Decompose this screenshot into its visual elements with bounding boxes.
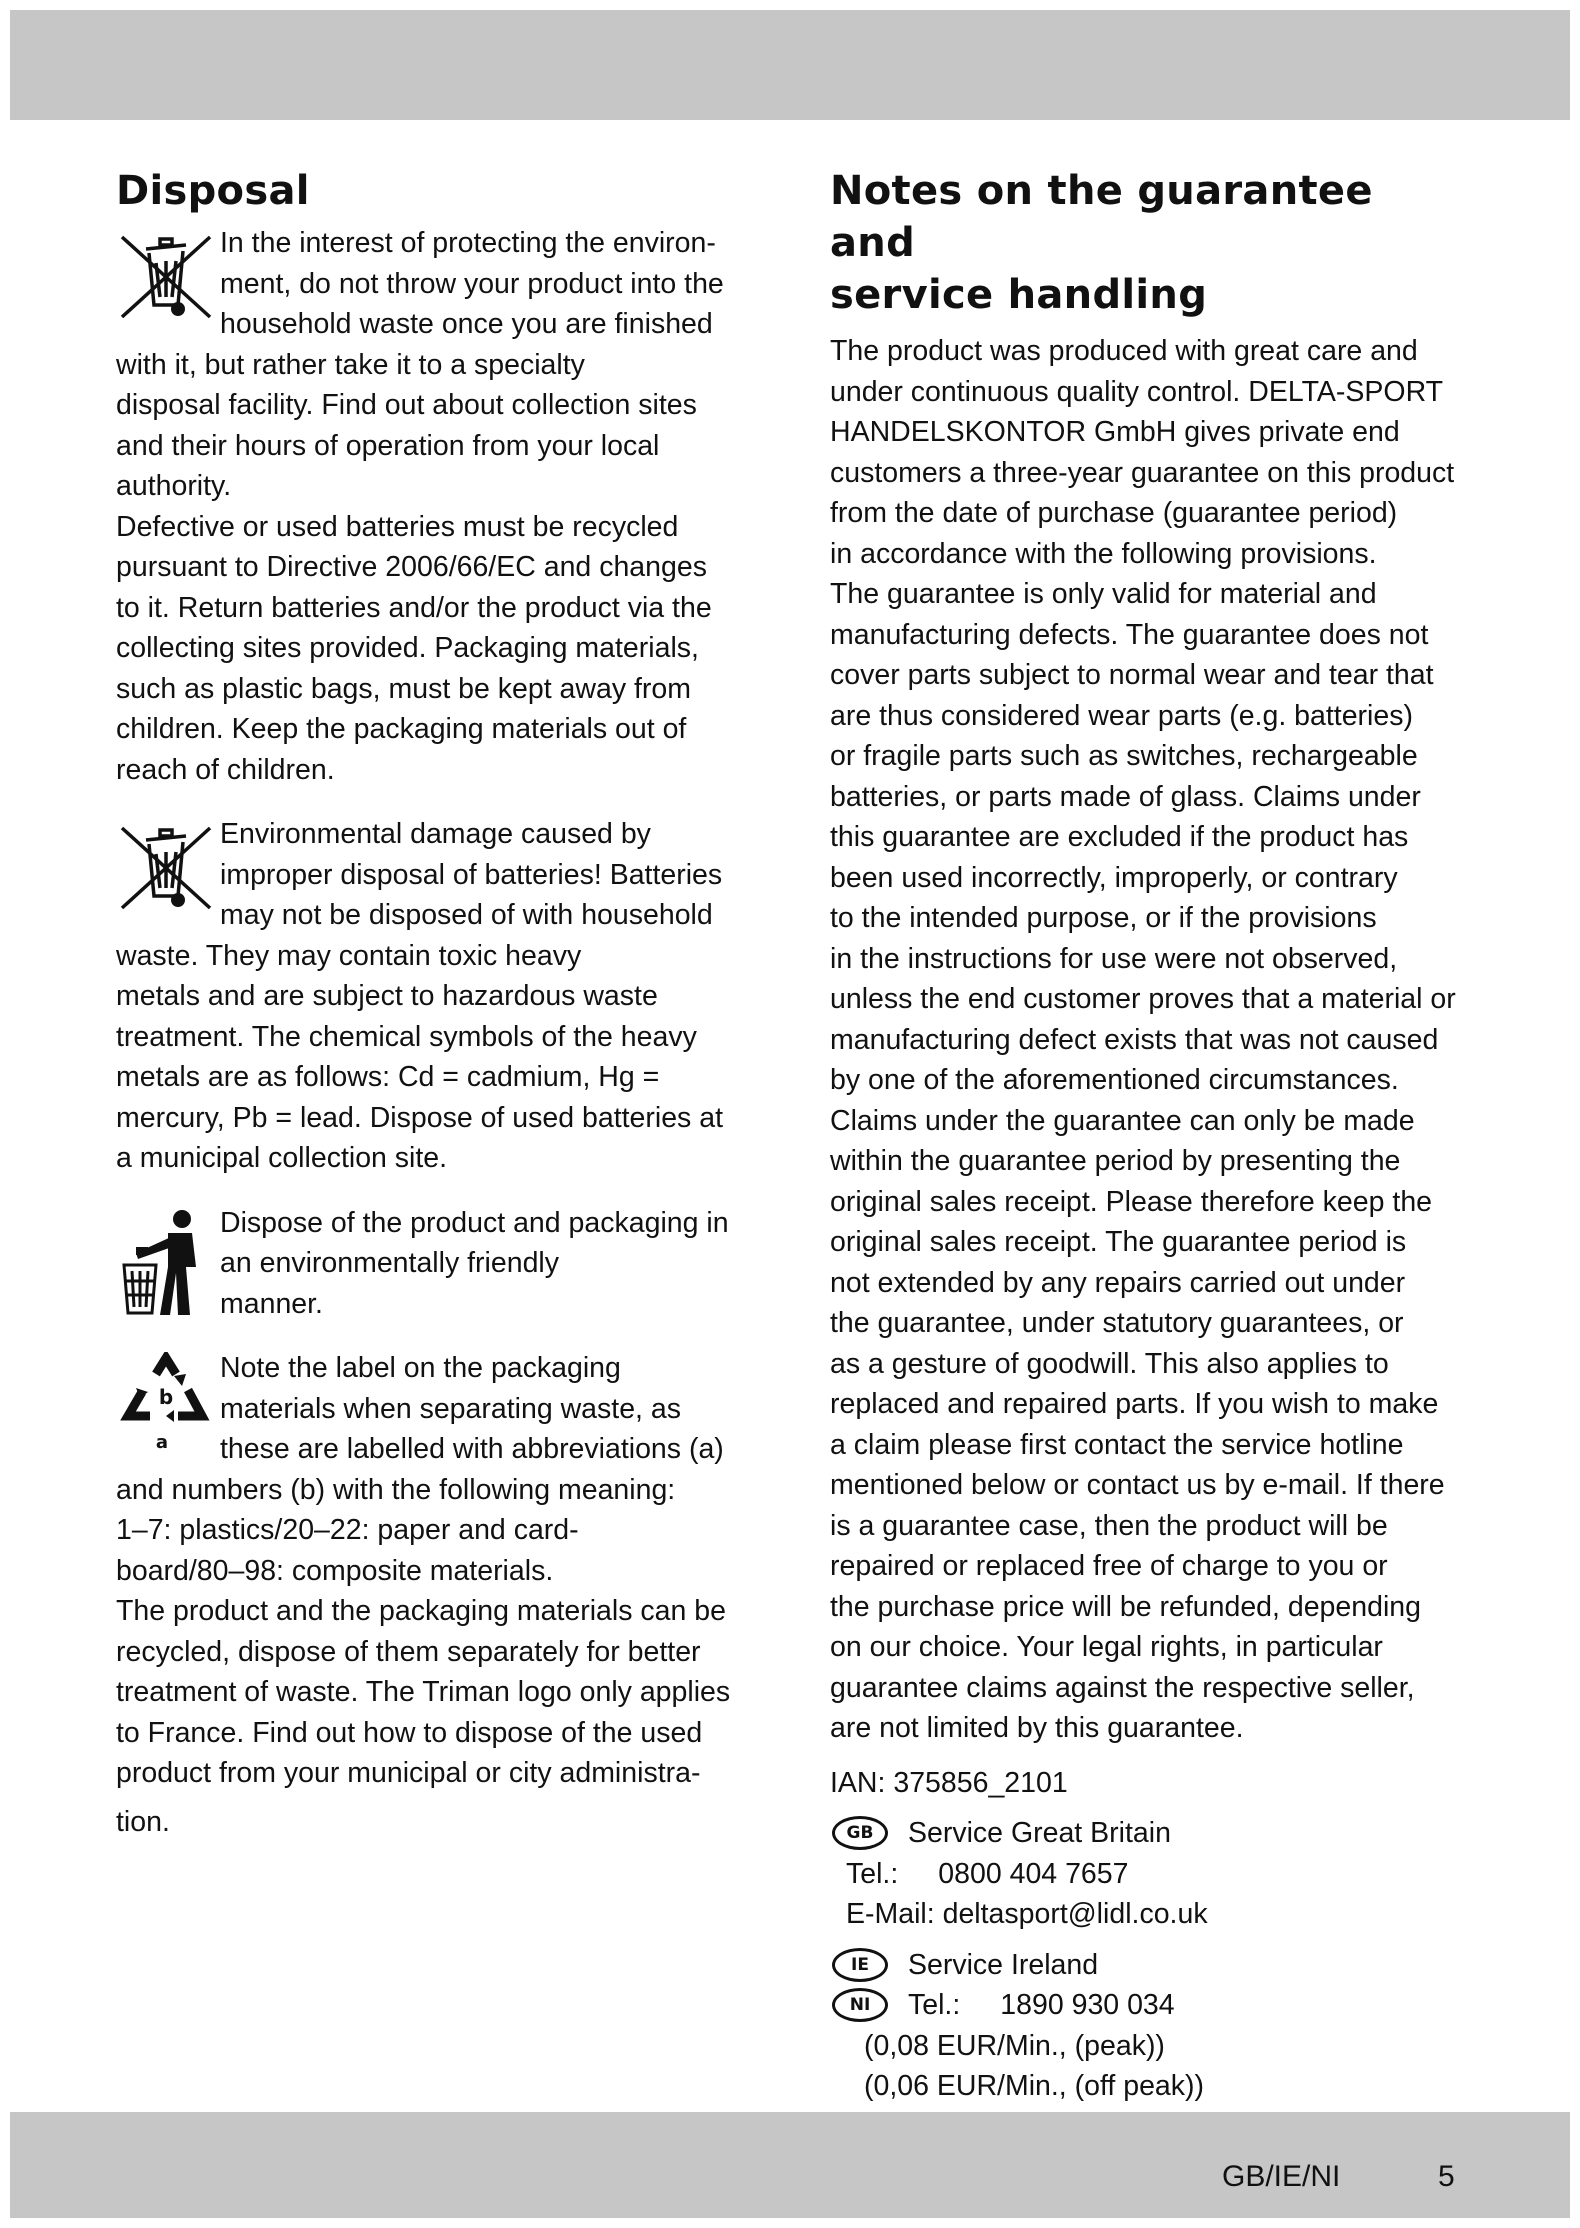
tel-label: Tel.: <box>908 1989 961 2021</box>
text-line: unless the end customer proves that a material or <box>830 983 1456 1015</box>
text-line: household waste once you are finished <box>220 308 713 340</box>
text-line: treatment of waste. The Triman logo only applies <box>116 1676 731 1708</box>
text-line: the guarantee, under statutory guarantees, or <box>830 1307 1404 1339</box>
text-line: guarantee claims against the respective seller, <box>830 1671 1415 1704</box>
text-line: such as plastic bags, must be kept away from <box>116 672 692 705</box>
text-line: to France. Find out how to dispose of the used <box>116 1716 703 1749</box>
text-line: recycled, dispose of them separately for better <box>116 1635 701 1668</box>
ian-number: IAN: 375856_2101 <box>830 1766 1068 1799</box>
text-line: In the interest of protecting the environ- <box>220 227 716 259</box>
text-line: and numbers (b) with the following meaning: <box>116 1473 676 1506</box>
rate-offpeak: (0,06 EUR/Min., (off peak)) <box>864 2070 1205 2102</box>
text-line: children. Keep the packaging materials out of <box>116 713 687 745</box>
text-line: original sales receipt. Please therefore keep the <box>830 1185 1433 1218</box>
text-line: HANDELSKONTOR GmbH gives private end <box>830 416 1400 448</box>
disposal-section <box>116 165 752 1842</box>
text-line: to it. Return batteries and/or the product via the <box>116 591 712 624</box>
guarantee-body <box>830 331 1470 1749</box>
ni-country-badge: NI <box>832 1988 888 2022</box>
text-line: manufacturing defects. The guarantee does not <box>830 618 1429 651</box>
text-line: from the date of purchase (guarantee period) <box>830 497 1398 529</box>
text-line: product from your municipal or city administra- <box>116 1757 701 1789</box>
recycle-code-b: b <box>158 1385 174 1409</box>
text-line: authority. <box>116 470 232 502</box>
text-line: or fragile parts such as switches, rechargeable <box>830 740 1418 772</box>
weee-notice <box>116 223 752 385</box>
disposal-title: Disposal <box>116 168 310 214</box>
text-line: The product and the packaging materials can be <box>116 1595 726 1627</box>
service-gb-email[interactable]: E-Mail: deltasport@lidl.co.uk <box>846 1898 1208 1930</box>
disposal-paragraph <box>116 385 752 790</box>
ie-country-badge: IE <box>832 1948 888 1982</box>
text-line: The product was produced with great care and <box>830 335 1418 367</box>
text-line: replaced and repaired parts. If you wish to make <box>830 1388 1439 1420</box>
phone-number[interactable]: 1890 930 034 <box>1000 1989 1175 2021</box>
crossed-battery-bin-icon <box>116 818 216 934</box>
text-line: The guarantee is only valid for material and <box>830 578 1377 610</box>
text-line: as a gesture of goodwill. This also applies to <box>830 1347 1389 1380</box>
text-line: by one of the aforementioned circumstances. <box>830 1064 1399 1096</box>
text-line: repaired or replaced free of charge to you or <box>830 1550 1388 1582</box>
service-ie-phone <box>908 1985 1175 2026</box>
text-line: tion. <box>116 1805 170 1838</box>
phone-number[interactable]: 0800 404 7657 <box>938 1857 1129 1890</box>
text-line: been used incorrectly, improperly, or contrary <box>830 861 1398 894</box>
text-line: not extended by any repairs carried out under <box>830 1266 1406 1299</box>
text-line: in accordance with the following provisions. <box>830 537 1377 570</box>
recycling-notice <box>116 1348 752 1470</box>
tel-label: Tel.: <box>846 1857 899 1890</box>
gb-country-badge: GB <box>832 1816 888 1850</box>
text-line: improper disposal of batteries! Batteries <box>220 858 723 891</box>
service-gb-header <box>830 1813 1470 1854</box>
text-line: manner. <box>220 1287 323 1320</box>
text-line: on our choice. Your legal rights, in particular <box>830 1631 1383 1663</box>
text-line: Defective or used batteries must be recycled <box>116 510 679 543</box>
text-line: customers a three-year guarantee on this product <box>830 456 1455 489</box>
recycle-code-a: a <box>155 1432 169 1453</box>
text-line: cover parts subject to normal wear and tear that <box>830 659 1434 691</box>
text-line: in the instructions for use were not observed, <box>830 942 1398 975</box>
service-gb <box>830 1813 1470 1935</box>
text-line: an environmentally friendly <box>220 1247 560 1279</box>
text-line: original sales receipt. The guarantee period is <box>830 1226 1407 1258</box>
text-line: pursuant to Directive 2006/66/EC and changes <box>116 551 707 583</box>
text-line: with it, but rather take it to a specialty <box>116 348 585 381</box>
page-number: 5 <box>1438 2160 1455 2193</box>
text-line: metals are as follows: Cd = cadmium, Hg = <box>116 1061 660 1093</box>
text-line: under continuous quality control. DELTA-SPORT <box>830 375 1444 408</box>
text-line: waste. They may contain toxic heavy <box>116 939 582 972</box>
service-ie-header <box>830 1945 1470 1986</box>
crossed-bin-icon <box>116 227 216 343</box>
text-line: Claims under the guarantee can only be made <box>830 1104 1415 1137</box>
text-line: a claim please first contact the service hotline <box>830 1428 1404 1461</box>
text-line: board/80–98: composite materials. <box>116 1554 554 1587</box>
text-line: mentioned below or contact us by e-mail. If there <box>830 1469 1445 1501</box>
text-line: collecting sites provided. Packaging materials, <box>116 632 699 664</box>
tidyman-icon <box>116 1207 216 1323</box>
service-ie-title: Service Ireland <box>908 1948 1099 1981</box>
text-line: this guarantee are excluded if the product has <box>830 821 1409 853</box>
service-gb-title: Service Great Britain <box>908 1817 1171 1849</box>
title-line: service handling <box>830 272 1208 318</box>
text-line: Dispose of the product and packaging in <box>220 1206 729 1239</box>
text-line: to the intended purpose, or if the provisions <box>830 902 1377 934</box>
battery-paragraph <box>116 976 752 1179</box>
text-line: manufacturing defect exists that was not caused <box>830 1023 1439 1056</box>
footer-country-codes: GB/IE/NI <box>1222 2160 1341 2193</box>
battery-notice <box>116 814 752 976</box>
text-line: reach of children. <box>116 753 335 786</box>
text-line: metals and are subject to hazardous waste <box>116 980 658 1012</box>
text-line: within the guarantee period by presenting the <box>830 1145 1401 1177</box>
text-line: treatment. The chemical symbols of the heavy <box>116 1020 697 1053</box>
tidyman-notice <box>116 1203 752 1325</box>
text-line: a municipal collection site. <box>116 1142 448 1174</box>
text-line: are not limited by this guarantee. <box>830 1712 1244 1744</box>
rate-peak: (0,08 EUR/Min., (peak)) <box>864 2029 1165 2062</box>
recycling-triangle-icon <box>116 1352 216 1468</box>
recycling-paragraph <box>116 1470 752 1843</box>
text-line: the purchase price will be refunded, depending <box>830 1590 1421 1623</box>
text-line: 1–7: plastics/20–22: paper and card- <box>116 1514 579 1546</box>
service-ie-phone-row <box>830 1985 1470 2026</box>
text-line: these are labelled with abbreviations (a) <box>220 1433 724 1465</box>
text-line: batteries, or parts made of glass. Claims under <box>830 780 1421 813</box>
text-line: and their hours of operation from your local <box>116 429 660 462</box>
text-line: disposal facility. Find out about collection sites <box>116 389 697 421</box>
text-line: ment, do not throw your product into the <box>220 267 724 300</box>
text-line: are thus considered wear parts (e.g. batteries) <box>830 699 1413 732</box>
text-line: Environmental damage caused by <box>220 818 651 850</box>
text-line: materials when separating waste, as <box>220 1392 681 1425</box>
guarantee-title <box>830 165 1470 321</box>
title-line: Notes on the guarantee and <box>830 168 1373 266</box>
header-band <box>10 10 1570 120</box>
service-gb-phone <box>830 1854 1470 1895</box>
text-line: mercury, Pb = lead. Dispose of used batteries at <box>116 1101 723 1134</box>
guarantee-section <box>830 165 1470 2147</box>
text-line: is a guarantee case, then the product will be <box>830 1509 1388 1542</box>
text-line: may not be disposed of with household <box>220 899 713 931</box>
text-line: Note the label on the packaging <box>220 1352 621 1384</box>
